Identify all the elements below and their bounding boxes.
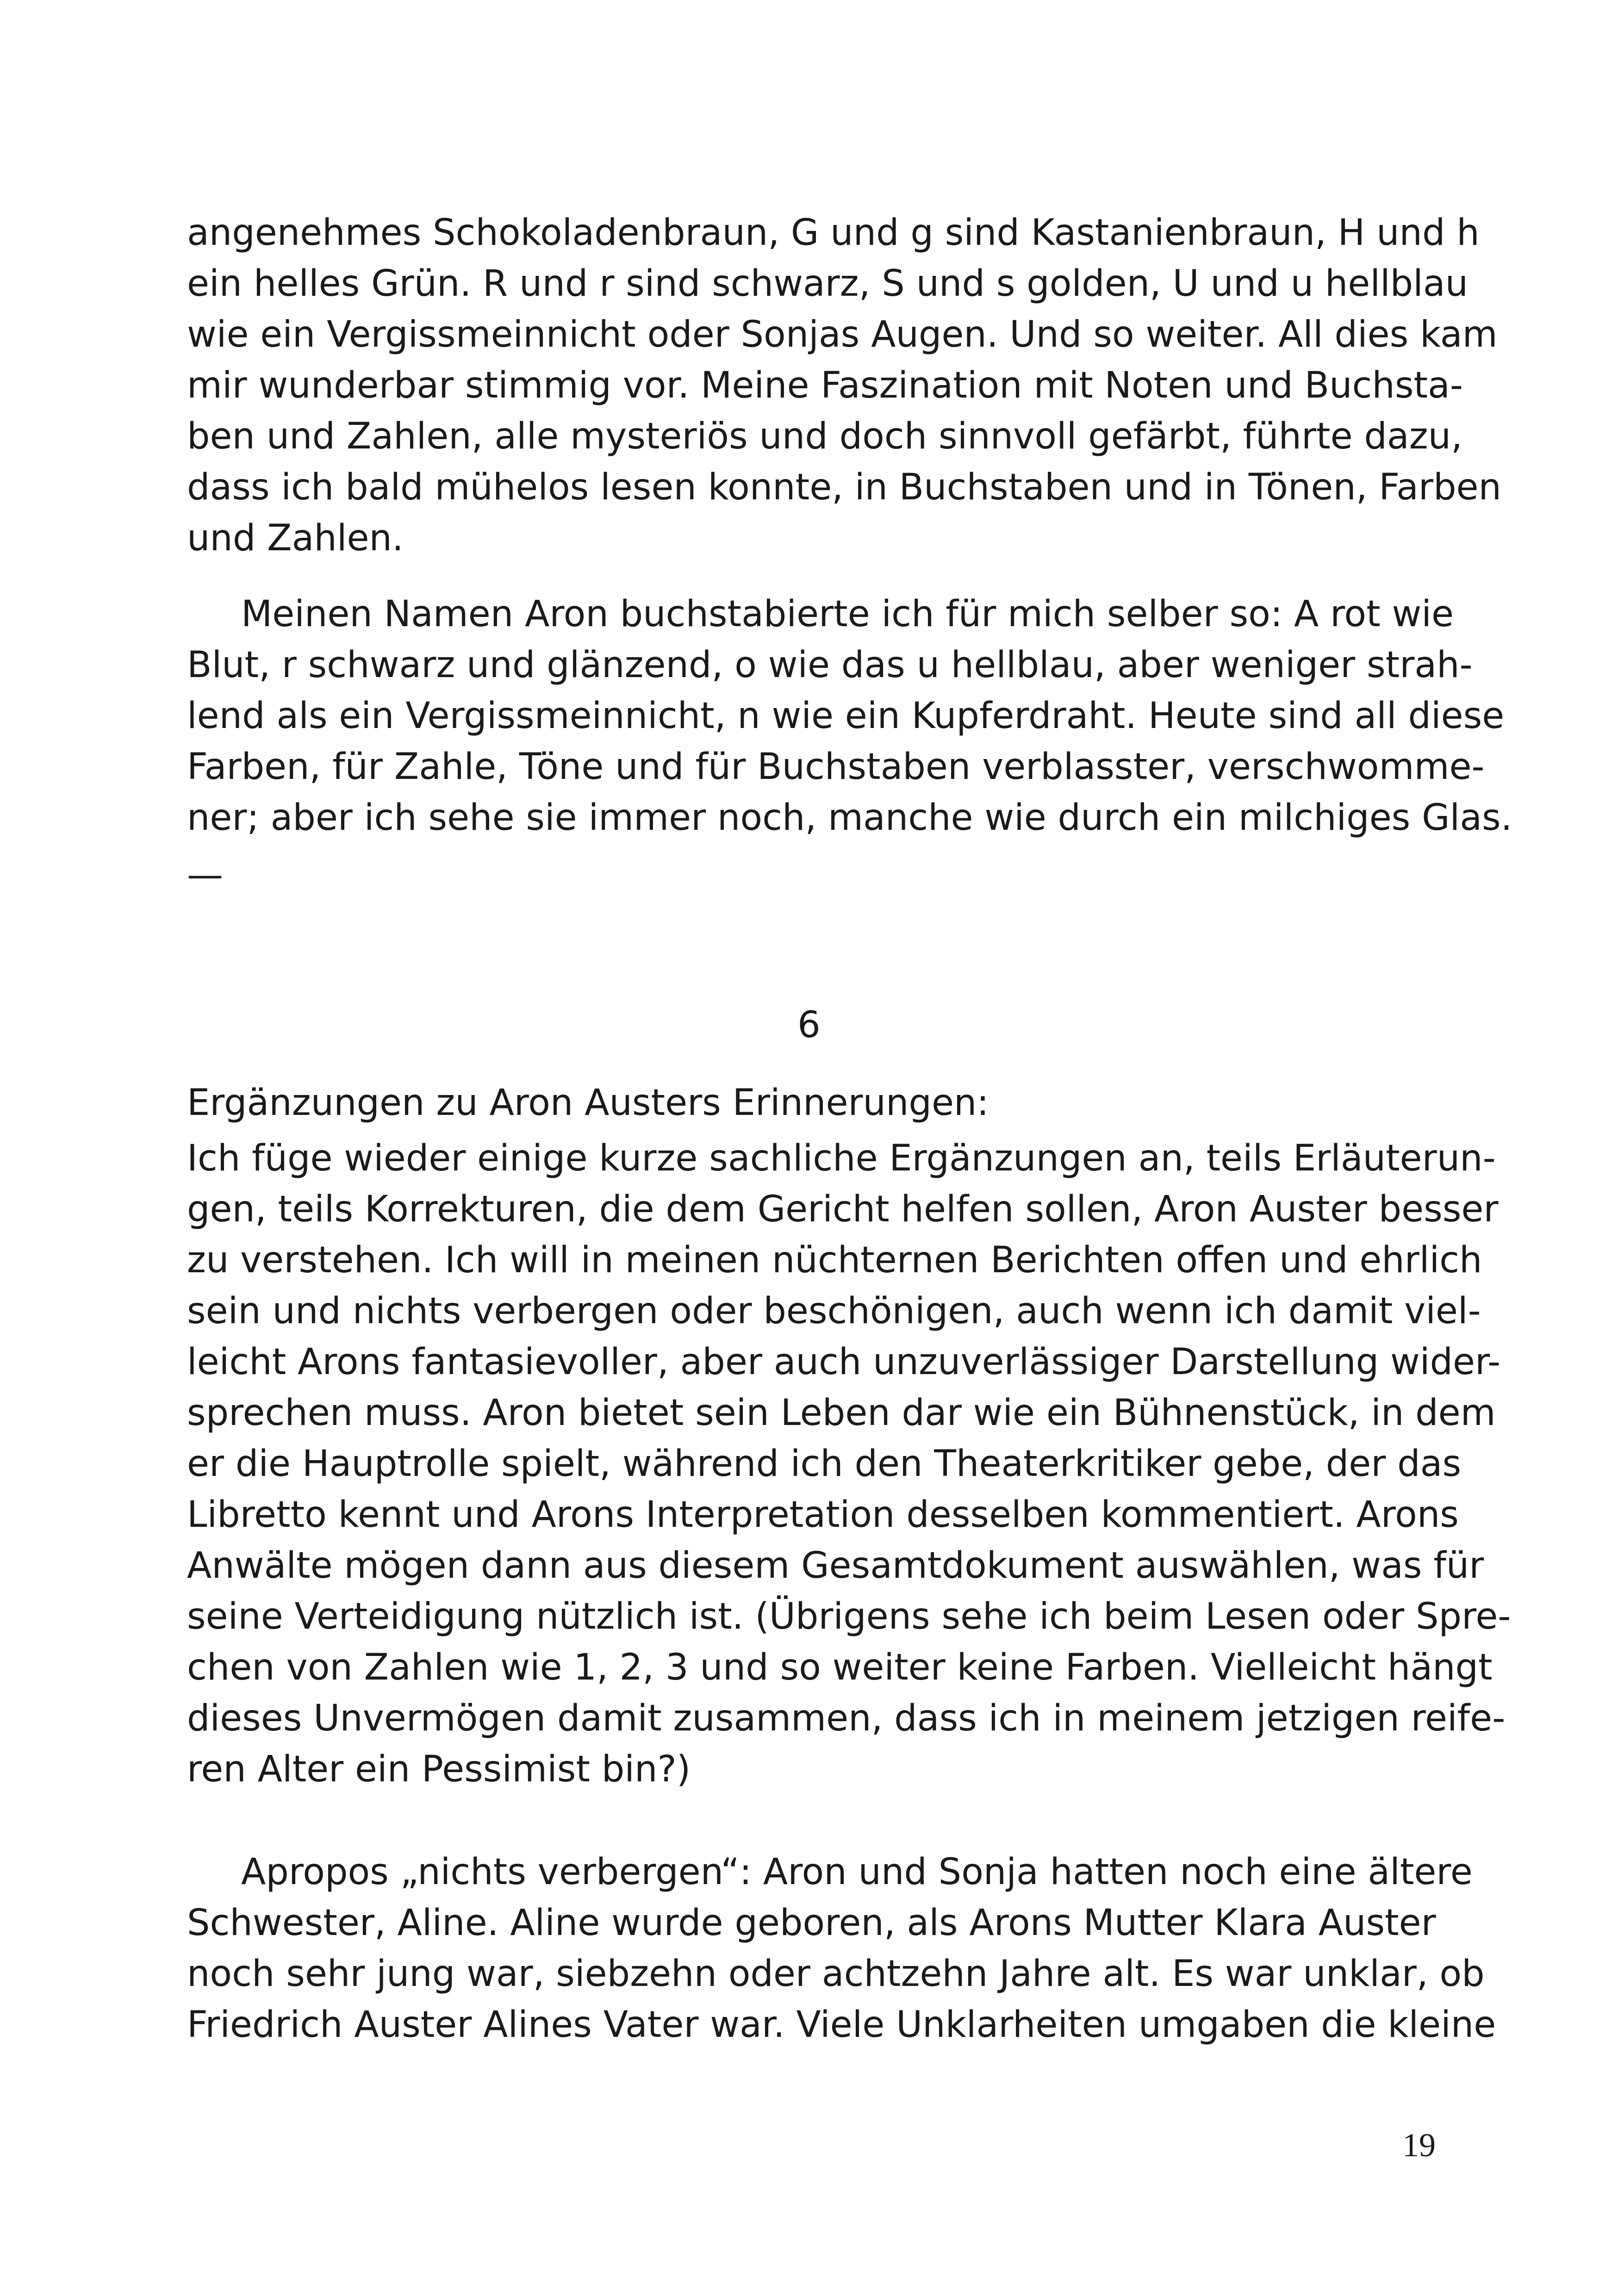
text-line: leicht Arons fantasievoller, aber auch unzuverlässiger Darstellung wider- <box>187 1341 1501 1383</box>
section-heading: Ergänzungen zu Aron Austers Erinnerungen: <box>187 1082 989 1124</box>
text-line: Apropos „nichts verbergen“: Aron und Sonja hatten noch eine ältere <box>241 1851 1473 1893</box>
text-line: mir wunderbar stimmig vor. Meine Faszination mit Noten und Buchsta- <box>187 365 1463 406</box>
text-line: Blut, r schwarz und glänzend, o wie das u hellblau, aber weniger strah- <box>187 644 1473 686</box>
text-line: gen, teils Korrekturen, die dem Gericht helfen sollen, Aron Auster besser <box>187 1188 1499 1230</box>
paragraph-aline <box>187 1847 1496 2050</box>
text-line: er die Hauptrolle spielt, während ich den Theaterkritiker gebe, der das <box>187 1443 1462 1485</box>
text-line: wie ein Vergissmeinnicht oder Sonjas Augen. Und so weiter. All dies kam <box>187 314 1498 355</box>
text-line: zu verstehen. Ich will in meinen nüchternen Berichten offen und ehrlich <box>187 1239 1482 1281</box>
text-line: lend als ein Vergissmeinnicht, n wie ein Kupferdraht. Heute sind all diese <box>187 695 1505 737</box>
text-line: ner; aber ich sehe sie immer noch, manche wie durch ein milchiges Glas. <box>187 797 1512 839</box>
text-line: ben und Zahlen, alle mysteriös und doch sinnvoll gefärbt, führte dazu, <box>187 416 1462 457</box>
text-line: dieses Unvermögen damit zusammen, dass ich in meinem jetzigen reife- <box>187 1698 1506 1739</box>
paragraph-colors-of-letters <box>187 207 1501 564</box>
text-line: angenehmes Schokoladenbraun, G und g sind Kastanienbraun, H und h <box>187 212 1480 254</box>
text-line: Ich füge wieder einige kurze sachliche Ergänzungen an, teils Erläuterun- <box>187 1138 1496 1179</box>
text-line: seine Verteidigung nützlich ist. (Übrigens sehe ich beim Lesen oder Spre- <box>187 1596 1511 1637</box>
text-line: Anwälte mögen dann aus diesem Gesamtdokument auswählen, was für <box>187 1545 1484 1587</box>
text-line: Meinen Namen Aron buchstabierte ich für mich selber so: A rot wie <box>241 593 1454 635</box>
text-line: chen von Zahlen wie 1, 2, 3 und so weiter keine Farben. Vielleicht hängt <box>187 1647 1493 1688</box>
text-line: Friedrich Auster Alines Vater war. Viele Unklarheiten umgaben die kleine <box>187 2004 1496 2046</box>
text-line: und Zahlen. <box>187 517 404 559</box>
text-line: sein und nichts verbergen oder beschönigen, auch wenn ich damit viel- <box>187 1290 1481 1332</box>
paragraph-name-aron <box>187 589 1512 843</box>
chapter-number: 6 <box>797 1004 821 1046</box>
paragraph-supplements <box>187 1133 1511 1795</box>
text-line: noch sehr jung war, siebzehn oder achtzehn Jahre alt. Es war unklar, ob <box>187 1953 1485 1995</box>
text-line: dass ich bald mühelos lesen konnte, in Buchstaben und in Tönen, Farben <box>187 467 1501 508</box>
text-line: Schwester, Aline. Aline wurde geboren, als Arons Mutter Klara Auster <box>187 1902 1436 1944</box>
text-line: Libretto kennt und Arons Interpretation desselben kommentiert. Arons <box>187 1494 1459 1536</box>
text-line: ren Alter ein Pessimist bin?) <box>187 1748 691 1790</box>
text-line: Farben, für Zahle, Töne und für Buchstaben verblasster, verschwomme- <box>187 746 1485 788</box>
text-line: ein helles Grün. R und r sind schwarz, S und s golden, U und u hellblau <box>187 263 1469 305</box>
text-line: sprechen muss. Aron bietet sein Leben dar wie ein Bühnenstück, in dem <box>187 1392 1496 1434</box>
em-dash: — <box>187 854 223 896</box>
page-number: 19 <box>1402 2127 1436 2164</box>
